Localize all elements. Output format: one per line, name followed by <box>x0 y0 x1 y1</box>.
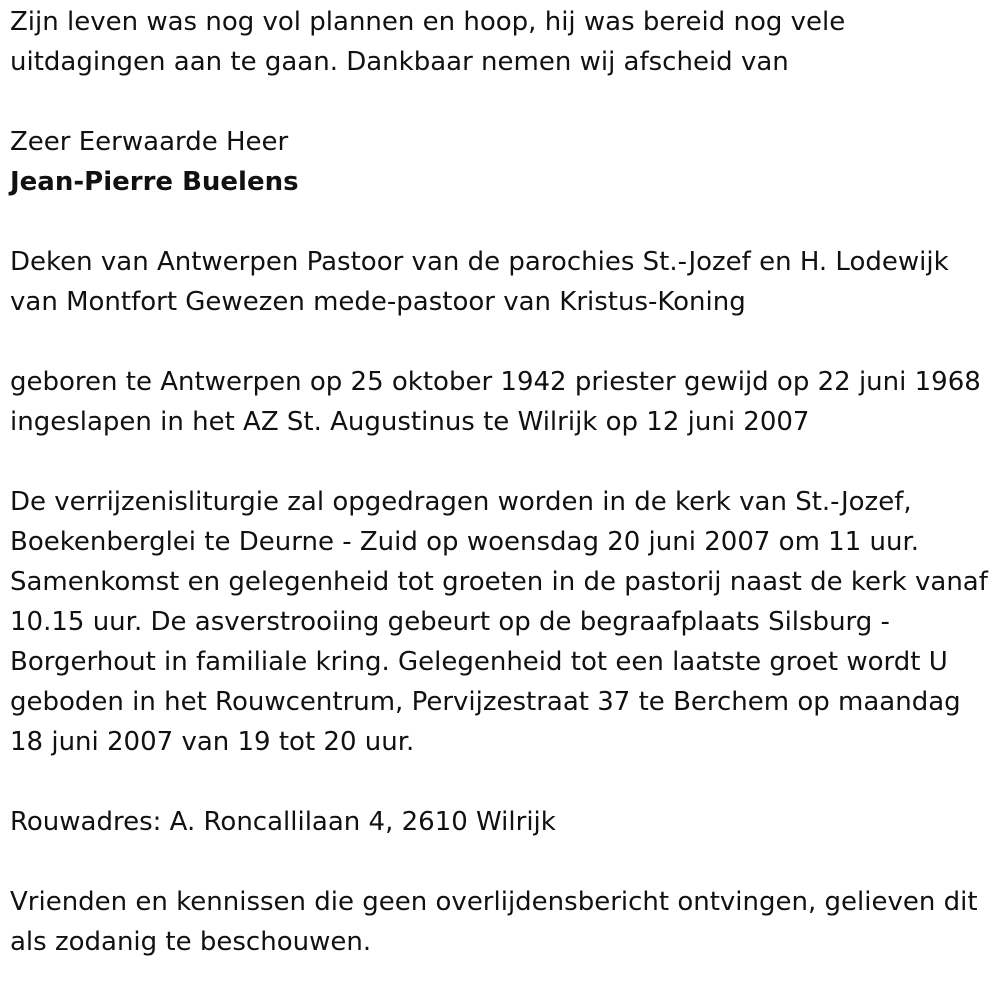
ceremony-paragraph: De verrijzenisliturgie zal opgedragen worden in de kerk van St.-Jozef, Boekenberglei te Deurne - Zuid op woensdag 20 juni 2007 om 11 uur. Samenkomst en gelegenheid tot groeten in de pastorij naast de kerk vanaf 10.15 uur. De asverstrooiing gebeurt op de begraafplaats Silsburg - Borgerhout in familiale kring. Gelegenheid tot een laatste groet wordt U geboden in het Rouwcentrum, Pervijzestraat 37 te Berchem op maandag 18 juni 2007 van 19 tot 20 uur. <box>10 487 988 757</box>
life-dates-paragraph: geboren te Antwerpen op 25 oktober 1942 priester gewijd op 22 juni 1968 ingeslapen in het AZ St. Augustinus te Wilrijk op 12 juni 2007 <box>10 367 981 437</box>
titles-paragraph: Deken van Antwerpen Pastoor van de parochies St.-Jozef en H. Lodewijk van Montfort Gewezen mede-pastoor van Kristus-Koning <box>10 247 949 317</box>
address-line: Rouwadres: A. Roncallilaan 4, 2610 Wilrijk <box>10 807 556 837</box>
obituary-notice <box>10 2 995 962</box>
intro-paragraph: Zijn leven was nog vol plannen en hoop, hij was bereid nog vele uitdagingen aan te gaan. Dankbaar nemen wij afscheid van <box>10 7 846 77</box>
deceased-name: Jean-Pierre Buelens <box>10 167 299 197</box>
closing-paragraph: Vrienden en kennissen die geen overlijdensbericht ontvingen, gelieven dit als zodanig te beschouwen. <box>10 887 978 957</box>
honorific-line: Zeer Eerwaarde Heer <box>10 127 289 157</box>
